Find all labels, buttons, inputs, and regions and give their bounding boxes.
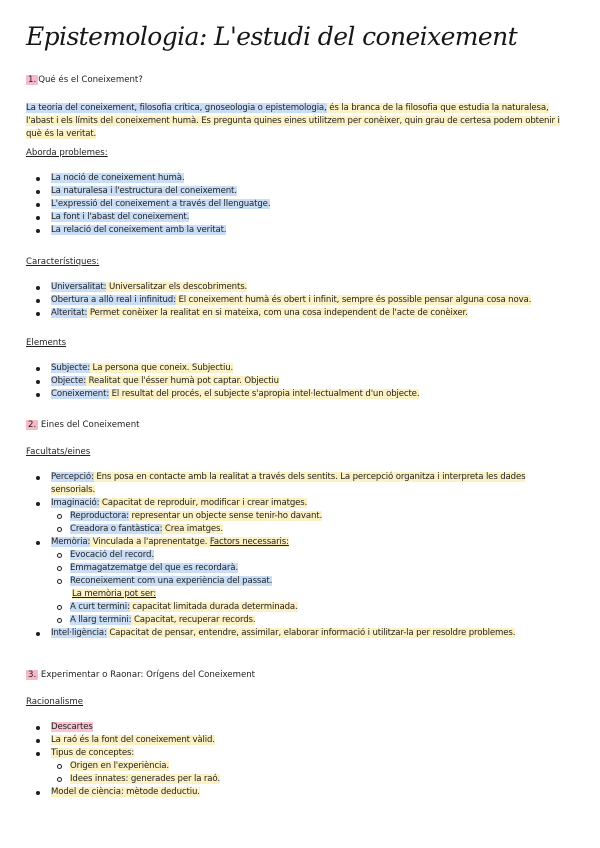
- intro-highlight-yellow: és la branca de la filosofia que estudia la naturalesa, l'abast i els límits del coneixement humà. Es pregunta quines eines utilitzem per conèixer, quin grau de certesa podem obtenir i què és la veritat.: [26, 103, 560, 139]
- section-number: 2.: [28, 420, 37, 430]
- list-item: Descartes: [0, 721, 600, 734]
- list-item: Subjecte: La persona que coneix. Subjectiu.: [0, 362, 600, 375]
- list-item: La raó és la font del coneixement vàlid.: [0, 734, 600, 747]
- list-item: Objecte: Realitat que l'ésser humà pot captar. Objectiu: [0, 375, 600, 388]
- features-list: [0, 281, 600, 320]
- racionalisme-list: [0, 721, 600, 799]
- list-item: La noció de coneixement humà.: [0, 172, 600, 185]
- list-item: La naturalesa i l'estructura del coneixement.: [0, 185, 600, 198]
- intro-paragraph: [26, 102, 578, 141]
- section-3-heading: [26, 669, 255, 681]
- list-item: Memòria: Vinculada a l'aprenentatge. Factors necessaris:: [0, 536, 600, 549]
- section-title: Experimentar o Raonar: Orígens del Coneixement: [38, 670, 256, 680]
- problems-list: [0, 172, 600, 237]
- list-item: Alteritat: Permet conèixer la realitat en si mateixa, com una cosa independent de l'acte de conèixer.: [0, 307, 600, 320]
- list-item: Origen en l'experiència.: [0, 760, 600, 773]
- list-item: La memòria pot ser:: [72, 589, 156, 599]
- list-item: Model de ciència: mètode deductiu.: [0, 786, 600, 799]
- list-item: Percepció: Ens posa en contacte amb la realitat a través dels sentits. La percepció organitza i interpreta les dades sensorials.: [0, 471, 600, 497]
- section-1-heading: [26, 74, 143, 86]
- section-title: Qué és el Coneixement?: [38, 75, 143, 85]
- list-item: Emmagatzematge del que es recordarà.: [0, 562, 600, 575]
- list-item: Imaginació: Capacitat de reproduir, modificar i crear imatges.: [0, 497, 600, 510]
- section-title: Eines del Coneixement: [38, 420, 140, 430]
- section-2-heading: [26, 419, 140, 431]
- elements-list: [0, 362, 600, 401]
- aborda-label: Aborda problemes:: [26, 148, 108, 158]
- page-title: Epistemologia: L'estudi del coneixement: [26, 22, 518, 51]
- list-item: La font i l'abast del coneixement.: [0, 211, 600, 224]
- facultats-label: Facultats/eines: [26, 447, 91, 457]
- racionalisme-label: Racionalisme: [26, 697, 84, 707]
- list-item: Evocació del record.: [0, 549, 600, 562]
- elements-label: Elements: [26, 338, 67, 348]
- list-item: Reproductora: representar un objecte sense tenir-ho davant.: [0, 510, 600, 523]
- list-item: Universalitat: Universalitzar els descobriments.: [0, 281, 600, 294]
- list-item: Reconeixement com una experiència del passat.: [0, 575, 600, 588]
- list-item: L'expressió del coneixement a través del llenguatge.: [0, 198, 600, 211]
- list-item: Idees innates: generades per la raó.: [0, 773, 600, 786]
- list-item: La relació del coneixement amb la veritat.: [0, 224, 600, 237]
- list-item: Creadora o fantàstica: Crea imatges.: [0, 523, 600, 536]
- intro-highlight-blue: La teoria del coneixement, filosofia crítica, gnoseologia o epistemologia,: [26, 103, 327, 113]
- facultats-list: [0, 471, 600, 640]
- section-number: 3.: [28, 670, 37, 680]
- list-item: A curt termini: capacitat limitada durada determinada.: [0, 601, 600, 614]
- section-number: 1.: [28, 75, 37, 85]
- list-item: Obertura a allò real i infinitud: El coneixement humà és obert i infinit, sempre és possible pensar alguna cosa nova.: [0, 294, 600, 307]
- list-item: A llarg termini: Capacitat, recuperar records.: [0, 614, 600, 627]
- caracteristiques-label: Característiques:: [26, 257, 100, 267]
- list-item: Coneixement: El resultat del procés, el subjecte s'apropia intel·lectualment d'un objecte.: [0, 388, 600, 401]
- list-item: Intel·ligència: Capacitat de pensar, entendre, assimilar, elaborar informació i utilitzar-la per resoldre problemes.: [0, 627, 600, 640]
- list-item: Tipus de conceptes:: [0, 747, 600, 760]
